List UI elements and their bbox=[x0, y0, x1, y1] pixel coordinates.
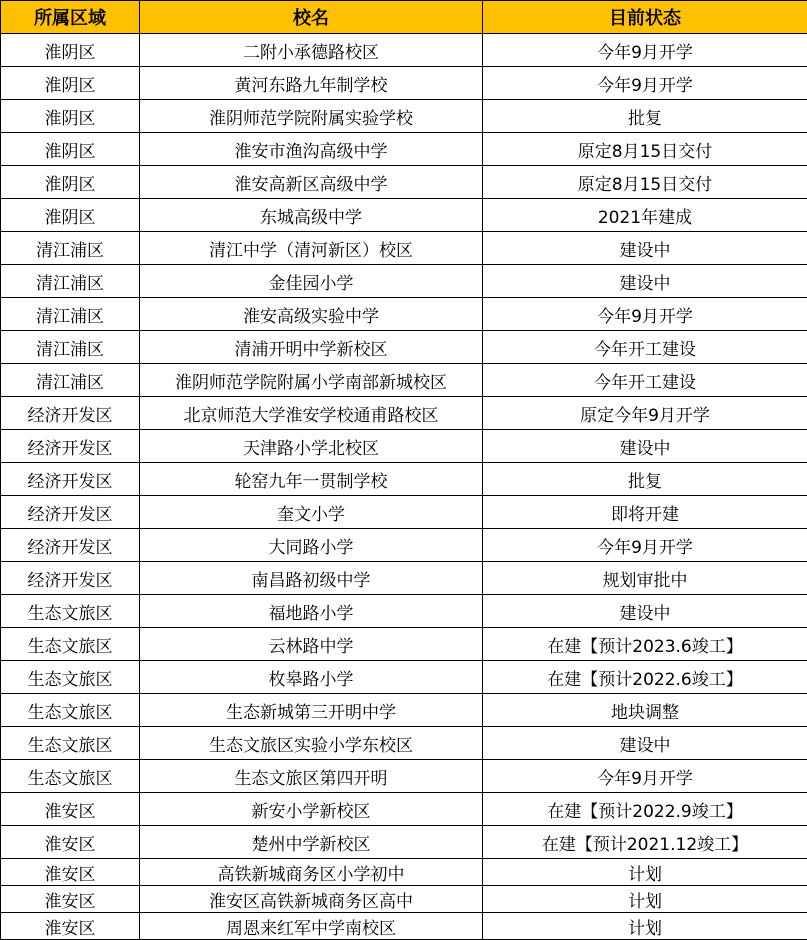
school-cell: 新安小学新校区 bbox=[140, 793, 483, 826]
table-row bbox=[1, 298, 807, 331]
school-cell: 二附小承德路校区 bbox=[140, 34, 483, 67]
status-cell: 今年开工建设 bbox=[483, 364, 807, 397]
school-cell: 生态新城第三开明中学 bbox=[140, 694, 483, 727]
status-cell: 计划 bbox=[483, 859, 807, 886]
status-cell: 原定8月15日交付 bbox=[483, 133, 807, 166]
table-row bbox=[1, 463, 807, 496]
table-row bbox=[1, 133, 807, 166]
status-cell: 建设中 bbox=[483, 727, 807, 760]
table-row bbox=[1, 166, 807, 199]
status-cell: 在建【预计2022.9竣工】 bbox=[483, 793, 807, 826]
school-cell: 云林路中学 bbox=[140, 628, 483, 661]
school-cell: 淮阴师范学院附属实验学校 bbox=[140, 100, 483, 133]
table-row bbox=[1, 397, 807, 430]
header-district: 所属区域 bbox=[1, 1, 140, 34]
table-row bbox=[1, 364, 807, 397]
district-cell: 生态文旅区 bbox=[1, 595, 140, 628]
status-cell: 建设中 bbox=[483, 265, 807, 298]
school-cell: 奎文小学 bbox=[140, 496, 483, 529]
school-cell: 淮安高新区高级中学 bbox=[140, 166, 483, 199]
table-row bbox=[1, 760, 807, 793]
status-cell: 批复 bbox=[483, 100, 807, 133]
district-cell: 淮阴区 bbox=[1, 34, 140, 67]
school-cell: 清浦开明中学新校区 bbox=[140, 331, 483, 364]
table-row bbox=[1, 694, 807, 727]
header-school: 校名 bbox=[140, 1, 483, 34]
school-cell: 生态文旅区实验小学东校区 bbox=[140, 727, 483, 760]
school-cell: 金佳园小学 bbox=[140, 265, 483, 298]
table-row bbox=[1, 331, 807, 364]
table-row bbox=[1, 886, 807, 913]
status-cell: 今年9月开学 bbox=[483, 298, 807, 331]
status-cell: 今年9月开学 bbox=[483, 760, 807, 793]
district-cell: 淮安区 bbox=[1, 859, 140, 886]
district-cell: 生态文旅区 bbox=[1, 760, 140, 793]
status-cell: 原定8月15日交付 bbox=[483, 166, 807, 199]
school-cell: 北京师范大学淮安学校通甫路校区 bbox=[140, 397, 483, 430]
table-row bbox=[1, 859, 807, 886]
district-cell: 清江浦区 bbox=[1, 331, 140, 364]
status-cell: 原定今年9月开学 bbox=[483, 397, 807, 430]
district-cell: 经济开发区 bbox=[1, 397, 140, 430]
school-cell: 淮阴师范学院附属小学南部新城校区 bbox=[140, 364, 483, 397]
status-cell: 在建【预计2021.12竣工】 bbox=[483, 826, 807, 859]
table-row bbox=[1, 67, 807, 100]
school-cell: 高铁新城商务区小学初中 bbox=[140, 859, 483, 886]
school-cell: 福地路小学 bbox=[140, 595, 483, 628]
school-cell: 淮安区高铁新城商务区高中 bbox=[140, 886, 483, 913]
status-cell: 今年开工建设 bbox=[483, 331, 807, 364]
status-cell: 批复 bbox=[483, 463, 807, 496]
district-cell: 淮阴区 bbox=[1, 133, 140, 166]
table-row bbox=[1, 100, 807, 133]
district-cell: 经济开发区 bbox=[1, 463, 140, 496]
status-cell: 2021年建成 bbox=[483, 199, 807, 232]
status-cell: 计划 bbox=[483, 886, 807, 913]
status-cell: 规划审批中 bbox=[483, 562, 807, 595]
table-row bbox=[1, 595, 807, 628]
table-row bbox=[1, 826, 807, 859]
table-row bbox=[1, 529, 807, 562]
school-cell: 黄河东路九年制学校 bbox=[140, 67, 483, 100]
school-cell: 轮窑九年一贯制学校 bbox=[140, 463, 483, 496]
table-row bbox=[1, 628, 807, 661]
district-cell: 经济开发区 bbox=[1, 496, 140, 529]
district-cell: 清江浦区 bbox=[1, 298, 140, 331]
table-row bbox=[1, 34, 807, 67]
table-row bbox=[1, 562, 807, 595]
header-status: 目前状态 bbox=[483, 1, 807, 34]
table-row bbox=[1, 661, 807, 694]
district-cell: 生态文旅区 bbox=[1, 628, 140, 661]
status-cell: 地块调整 bbox=[483, 694, 807, 727]
table-row bbox=[1, 265, 807, 298]
status-cell: 建设中 bbox=[483, 232, 807, 265]
district-cell: 淮安区 bbox=[1, 886, 140, 913]
school-cell: 周恩来红军中学南校区 bbox=[140, 913, 483, 940]
school-cell: 大同路小学 bbox=[140, 529, 483, 562]
table-row bbox=[1, 913, 807, 940]
district-cell: 生态文旅区 bbox=[1, 727, 140, 760]
table-row bbox=[1, 232, 807, 265]
school-cell: 生态文旅区第四开明 bbox=[140, 760, 483, 793]
district-cell: 经济开发区 bbox=[1, 529, 140, 562]
table-row bbox=[1, 496, 807, 529]
status-cell: 建设中 bbox=[483, 595, 807, 628]
school-cell: 南昌路初级中学 bbox=[140, 562, 483, 595]
school-cell: 楚州中学新校区 bbox=[140, 826, 483, 859]
status-cell: 计划 bbox=[483, 913, 807, 940]
status-cell: 建设中 bbox=[483, 430, 807, 463]
status-cell: 即将开建 bbox=[483, 496, 807, 529]
school-cell: 淮安市渔沟高级中学 bbox=[140, 133, 483, 166]
district-cell: 生态文旅区 bbox=[1, 694, 140, 727]
district-cell: 淮阴区 bbox=[1, 67, 140, 100]
district-cell: 淮安区 bbox=[1, 913, 140, 940]
district-cell: 淮阴区 bbox=[1, 199, 140, 232]
district-cell: 清江浦区 bbox=[1, 364, 140, 397]
table-row bbox=[1, 430, 807, 463]
status-cell: 在建【预计2022.6竣工】 bbox=[483, 661, 807, 694]
district-cell: 清江浦区 bbox=[1, 265, 140, 298]
status-cell: 今年9月开学 bbox=[483, 67, 807, 100]
school-cell: 淮安高级实验中学 bbox=[140, 298, 483, 331]
school-cell: 清江中学（清河新区）校区 bbox=[140, 232, 483, 265]
status-cell: 在建【预计2023.6竣工】 bbox=[483, 628, 807, 661]
table-row bbox=[1, 793, 807, 826]
district-cell: 经济开发区 bbox=[1, 430, 140, 463]
district-cell: 淮阴区 bbox=[1, 166, 140, 199]
status-cell: 今年9月开学 bbox=[483, 529, 807, 562]
header-row bbox=[1, 1, 807, 34]
school-cell: 东城高级中学 bbox=[140, 199, 483, 232]
district-cell: 清江浦区 bbox=[1, 232, 140, 265]
district-cell: 淮阴区 bbox=[1, 100, 140, 133]
table-row bbox=[1, 727, 807, 760]
table-row bbox=[1, 199, 807, 232]
district-cell: 淮安区 bbox=[1, 793, 140, 826]
status-cell: 今年9月开学 bbox=[483, 34, 807, 67]
district-cell: 经济开发区 bbox=[1, 562, 140, 595]
school-cell: 天津路小学北校区 bbox=[140, 430, 483, 463]
district-cell: 生态文旅区 bbox=[1, 661, 140, 694]
school-cell: 枚皋路小学 bbox=[140, 661, 483, 694]
district-cell: 淮安区 bbox=[1, 826, 140, 859]
